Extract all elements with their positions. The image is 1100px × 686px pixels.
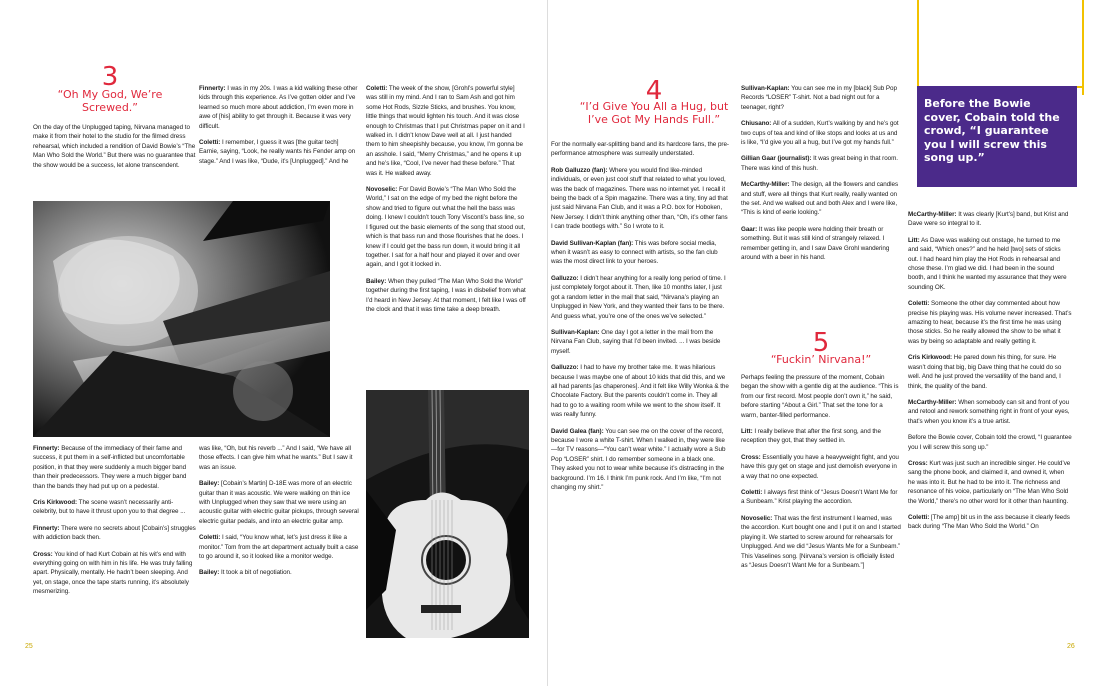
paragraph [551, 140, 729, 159]
paragraph [741, 488, 901, 507]
speaker-name: Novoselic: [366, 186, 398, 194]
paragraph [741, 84, 901, 112]
speaker-name: McCarthy-Miller: [908, 211, 957, 218]
paragraph [551, 239, 729, 267]
paragraph [908, 398, 1072, 426]
cobain-guitar-photo-image [33, 201, 330, 437]
paragraph [908, 459, 1072, 506]
paragraph-text: [Cobain’s Martin] D-18E was more of an electric guitar than it was acoustic. We were walking on thin ice with Unplugged when they saw that we were using an acoustic guitar with electric guitar pickups, through several electric guitar pedals, and into an electric guitar amp. [199, 480, 359, 525]
paragraph [33, 444, 196, 491]
paragraph [741, 453, 901, 481]
paragraph [33, 550, 196, 597]
speaker-name: Rob Galluzzo (fan): [551, 166, 608, 174]
paragraph [908, 236, 1072, 292]
speaker-name: Sullivan-Kaplan: [551, 328, 600, 336]
paragraph [741, 180, 901, 218]
paragraph [199, 84, 359, 131]
paragraph [33, 123, 196, 170]
paragraph-text: I had to have my brother take me. It was hilarious because I was maybe one of about 10 kids that did this, and we all had parents [as chaperones]. And it felt like Willy Wonka & the Chocolate Factory. But the parents couldn’t come in. They all had to go to a waiting room while we went to the show itself. It was really funny. [551, 364, 729, 419]
right-col2-bottom [741, 373, 901, 577]
speaker-name: Gaar: [741, 225, 758, 233]
paragraph-text: was like, “Oh, but his reverb ...” And I said, “We have all those effects. I can give him what he wants.” But I saw it was an issue. [199, 445, 353, 471]
paragraph [551, 328, 729, 356]
paragraph-text: The week of the show, [Grohl’s powerful style] was still in my mind. And I ran to Sam Ash and got him some Hot Rods, Sizzle Sticks, and brushes. You know, little things that would lighten his touch. And it was close enough to Christmas that I put Christmas paper on it and I walked in. I didn’t know Dave well at all. I just handed them to him sheepishly because, you know, I’m gonna be an asshole. I said, “Merry Christmas,” and he opens it up and he’s like, “Cool, I’ve never had these before.” That was it. He walked away. [366, 85, 525, 177]
yellow-accent-vertical-right [1082, 0, 1084, 95]
speaker-name: Coletti: [908, 513, 930, 521]
speaker-name: Cris Kirkwood: [908, 354, 953, 362]
section-heading-3: “Oh My God, We’re Screwed.” [57, 88, 163, 114]
paragraph-text: I said, “You know what, let’s just dress it like a monitor.” Tom from the art department actually built a case to go around it, so it looked like a monitor wedge. [199, 534, 359, 561]
cobain-photo [33, 201, 330, 437]
paragraph-text: It took a bit of negotiation. [219, 569, 292, 577]
speaker-name: Litt: [908, 236, 920, 244]
speaker-name: Galluzzo: [551, 274, 579, 282]
paragraph [551, 274, 729, 321]
speaker-name: Novoselic: [741, 514, 773, 522]
section-heading-5: “Fuckin’ Nirvana!” [770, 353, 872, 366]
paragraph [908, 513, 1072, 532]
paragraph [199, 444, 359, 472]
paragraph-text: As Dave was walking out onstage, he turned to me and said, “Which ones?” and he held [two] sets of sticks out. I had heard him play the Hot Rods in rehearsal and chose these. I’m glad we did. I had been in the sound booth, and I think he wanted my assurance that they were sounding OK. [908, 236, 1067, 291]
paragraph [366, 277, 527, 315]
paragraph-text: He pared down his thing, for sure. He wasn’t doing that big, big Dave thing that he could do so well. And he just proved the versatility of the band and, I think, the quality of the band. [908, 354, 1062, 390]
paragraph-text: You kind of had Kurt Cobain at his wit’s end with everything going on with him in his life. He was truly falling apart. Physically, mentally. He hadn’t been sleeping. And yet, on stage, once the tape starts running, it’s absolutely mesmerizing. [33, 550, 193, 596]
paragraph [551, 427, 729, 493]
speaker-name: Coletti: [366, 85, 388, 92]
speaker-name: Finnerty: [33, 445, 60, 452]
paragraph-text: Kurt was just such an incredible singer. He could’ve sang the phone book, and claimed it, and owned it, when he was into it. But he had to be into it. The richness and resonance of his voice, particularly on “The Man Who Sold the World,” there’s no other word for it other than haunting. [908, 459, 1071, 505]
speaker-name: Coletti: [199, 534, 221, 542]
speaker-name: Coletti: [199, 139, 221, 147]
paragraph [551, 363, 729, 419]
speaker-name: Finnerty: [33, 524, 60, 532]
paragraph [908, 210, 1072, 229]
paragraph-text: It was great being in that room. There was kind of this hush. [741, 155, 898, 172]
section-number-4: 4 [645, 76, 663, 106]
paragraph-text: For the normally ear-splitting band and its hardcore fans, the pre-performance atmosphere was surreally understated. [551, 141, 729, 158]
speaker-name: McCarthy-Miller: [741, 181, 790, 189]
left-col2-top [199, 84, 359, 173]
paragraph-text: I always first think of “Jesus Doesn’t Want Me for a Sunbeam.” Krist playing the accordion. [741, 489, 898, 506]
speaker-name: Cris Kirkwood: [33, 499, 78, 507]
section-heading-4: “I’d Give You All a Hug, but I’ve Got My Hands Full.” [579, 100, 729, 126]
speaker-name: Litt: [741, 428, 753, 436]
right-col2-top [741, 84, 901, 270]
right-col1 [551, 140, 729, 499]
guitar-photo [366, 390, 529, 638]
left-col1-bottom [33, 444, 196, 604]
paragraph-text: This was before social media, when it wasn’t as easy to connect with artists, so the fan club was the most direct link to your heroes. [551, 239, 718, 266]
speaker-name: Chiusano: [741, 120, 772, 128]
paragraph [741, 373, 901, 420]
section-number-3: 3 [101, 62, 119, 92]
paragraph-text: One day I got a letter in the mail from the Nirvana Fan Club, saying that I’d been invited. ... I was beside myself. [551, 328, 721, 355]
speaker-name: McCarthy-Miller: [908, 398, 957, 406]
speaker-name: Galluzzo: [551, 364, 579, 372]
speaker-name: Coletti: [908, 300, 930, 308]
speaker-name: Bailey: [199, 480, 220, 488]
paragraph [908, 299, 1072, 346]
paragraph-text: Where you would find like-minded individuals, or even just cool stuff that related to what you loved, was the back of magazines. There was no internet yet. I recall it being the back of a Spin magazine. There was a tiny, tiny ad that just said Nirvana Fan Club, and it was a P.O. box for Hoboken, New Jersey. I didn’t think anything other than, “Oh, it’s other fans I can trade bootlegs with.” So I wrote to it. [551, 166, 728, 231]
acoustic-guitar-photo-image [366, 390, 529, 638]
section-number-5: 5 [812, 328, 830, 358]
speaker-name: Coletti: [741, 489, 763, 497]
speaker-name: Sullivan-Kaplan: [741, 85, 790, 92]
paragraph [366, 84, 527, 178]
paragraph-text: You can see me on the cover of the record, because I wore a white T-shirt. When I walked in, they were like—for TV reasons—“You can’t wear white.” I actually wore a Sub Pop “LOSER” shirt. I do remember someone in a black one. They asked you not to wear white because it’s distracting in the background. I’m 16. I think I’m punk rock. And I’m like, “I’m not changing my shirt.” [551, 427, 726, 491]
paragraph-text: Essentially you have a heavyweight fight, and you have this guy get on stage and just demolish everyone in a way that no one expected. [741, 453, 899, 480]
paragraph [199, 138, 359, 166]
paragraph [551, 166, 729, 232]
paragraph-text: Because of the immediacy of their fame and success, it put them in a self-inflicted but uncomfortable position, in that they were suddenly a much bigger band than their predecessors. They were a much bigger band than the bands they had put up on a pedestal. [33, 445, 187, 490]
left-col1-intro [33, 123, 196, 177]
paragraph [741, 427, 901, 446]
paragraph [741, 225, 901, 263]
paragraph-text: It was like people were holding their breath or something. But it was still kind of strangely relaxed. I remember getting in, and I saw Dave Grohl wandering around with a beer in his hand. [741, 225, 890, 262]
left-page [0, 0, 548, 686]
paragraph-text: You can see me in my [black] Sub Pop Records “LOSER” T-shirt. Not a bad night out for a teenager, right? [741, 85, 897, 111]
speaker-name: Finnerty: [199, 85, 226, 92]
paragraph [199, 533, 359, 561]
paragraph-text: On the day of the Unplugged taping, Nirvana managed to make it from their hotel to the studio for the filmed dress rehearsal, which included a rendition of David Bowie’s “The Man Who Sold the World.” But there was no guarantee that the show would be a success, let alone transcendent. [33, 124, 196, 169]
speaker-name: Cross: [908, 459, 928, 467]
paragraph [199, 479, 359, 526]
left-col2-bottom [199, 444, 359, 585]
speaker-name: David Sullivan-Kaplan (fan): [551, 239, 634, 247]
speaker-name: Gillian Gaar (journalist): [741, 155, 812, 163]
paragraph-text: When they pulled “The Man Who Sold the World” together during the first taping, I was in disbelief from what I’d heard in New Jersey. At that moment, I felt like I was off the clock and that it was time take a deep breath. [366, 277, 526, 313]
paragraph-text: For David Bowie’s “The Man Who Sold the World,” I sat on the edge of my bed the night before the show and tried to figure out what the hell the bass was doing. I knew I couldn’t touch Tony Visconti’s bass line, so I figured out the basic elements of the song that stood out, which is that bass run and those flourishes that he does. I knew if I could get the bass run down, it would bring it all together. I sat for a half hour and played it over and over again, and I got it locked in. [366, 186, 526, 269]
paragraph [908, 353, 1072, 391]
paragraph-text: The scene wasn’t necessarily anti-celebrity, but to have it thrust upon you to that degree ... [33, 499, 186, 516]
paragraph-text: When somebody can sit and front of you and retool and rework something right in front of your eyes, that’s when you know it’s a true artist. [908, 398, 1070, 425]
paragraph [908, 433, 1072, 452]
yellow-accent-vertical [917, 0, 919, 87]
page-number-left: 25 [25, 643, 33, 650]
paragraph-text: That was the first instrument I learned, was the accordion. Kurt bought one and I put it on and I started playing it. We started to screw around for rehearsals for Unplugged. And we did “Jesus Wants Me for a Sunbeam.” This Vaselines song. [Nirvana’s version is officially listed as “Jesus Doesn’t Want Me for a Sunbeam.”] [741, 514, 901, 569]
speaker-name: Bailey: [199, 569, 220, 577]
paragraph [741, 154, 901, 173]
paragraph-text: The design, all the flowers and candles and stuff, were all things that Kurt really, really wanted on the set. And we walked out and both Alex and I were like, “This is kind of eerie looking.” [741, 181, 899, 217]
paragraph-text: Someone the other day commented about how precise his playing was. His volume never increased. That’s amazing to hear, because it’s the first time he was using those sticks. So he really allowed the show to be what it was by being so adaptable and really getting it. [908, 300, 1072, 345]
paragraph [33, 498, 196, 517]
paragraph [741, 514, 901, 570]
paragraph [33, 524, 196, 543]
right-col3 [908, 210, 1072, 539]
paragraph-text: It was clearly [Kurt’s] band, but Krist and Dave were so integral to it. [908, 211, 1069, 228]
paragraph [366, 185, 527, 270]
paragraph [741, 119, 901, 147]
page-number-right: 26 [1067, 643, 1075, 650]
speaker-name: Cross: [741, 453, 761, 461]
paragraph-text: I really believe that after the first song, and the reception they got, that they settled in. [741, 428, 881, 445]
paragraph-text: Perhaps feeling the pressure of the moment, Cobain began the show with a gentle dig at the audience. “This is from our first record. Most people don’t own it,” he said, before starting “About a Girl.” That set the tone for a warm, banter-filled performance. [741, 374, 899, 419]
paragraph-text: There were no secrets about [Cobain’s] struggles with addiction back then. [33, 524, 196, 542]
paragraph-text: I was in my 20s. I was a kid walking these other kids through this experience. As I’ve gotten older and I’ve learned so much more about addiction, I’m even more in awe of [his] ability to get through it. Because it was very difficult. [199, 85, 358, 130]
paragraph-text: I didn’t hear anything for a really long period of time. I just completely forgot about it. Then, like 10 months later, I just got a random letter in the mail that said, “Nirvana’s playing an Unplugged in New York, and they wanted their fans to be there. And guess what, you’re one of the ones we’ve selected.” [551, 274, 726, 320]
paragraph [199, 568, 359, 577]
paragraph-text: [The amp] bit us in the ass because it clearly feeds back during “The Man Who Sold the World.” On [908, 513, 1070, 531]
left-col3 [366, 84, 527, 321]
speaker-name: David Galea (fan): [551, 427, 604, 435]
paragraph-text: I remember, I guess it was [the guitar tech] Earnie, saying, “Look, he really wants his Fender amp on stage.” And I was like, “Dude, it’s [Unplugged].” And he [199, 139, 356, 165]
speaker-name: Cross: [33, 550, 53, 558]
pull-quote-callout: Before the Bowie cover, Cobain told the crowd, “I guarantee you I will screw this song up.” [917, 86, 1077, 187]
speaker-name: Bailey: [366, 277, 387, 285]
paragraph-text: All of a sudden, Kurt’s walking by and he’s got two cups of tea and kind of like stops and looks at us and is like, “I’d give you all a hug, but I’ve got my hands full.” [741, 120, 899, 147]
paragraph-text: Before the Bowie cover, Cobain told the crowd, “I guarantee you I will screw this song up.” [908, 434, 1072, 451]
